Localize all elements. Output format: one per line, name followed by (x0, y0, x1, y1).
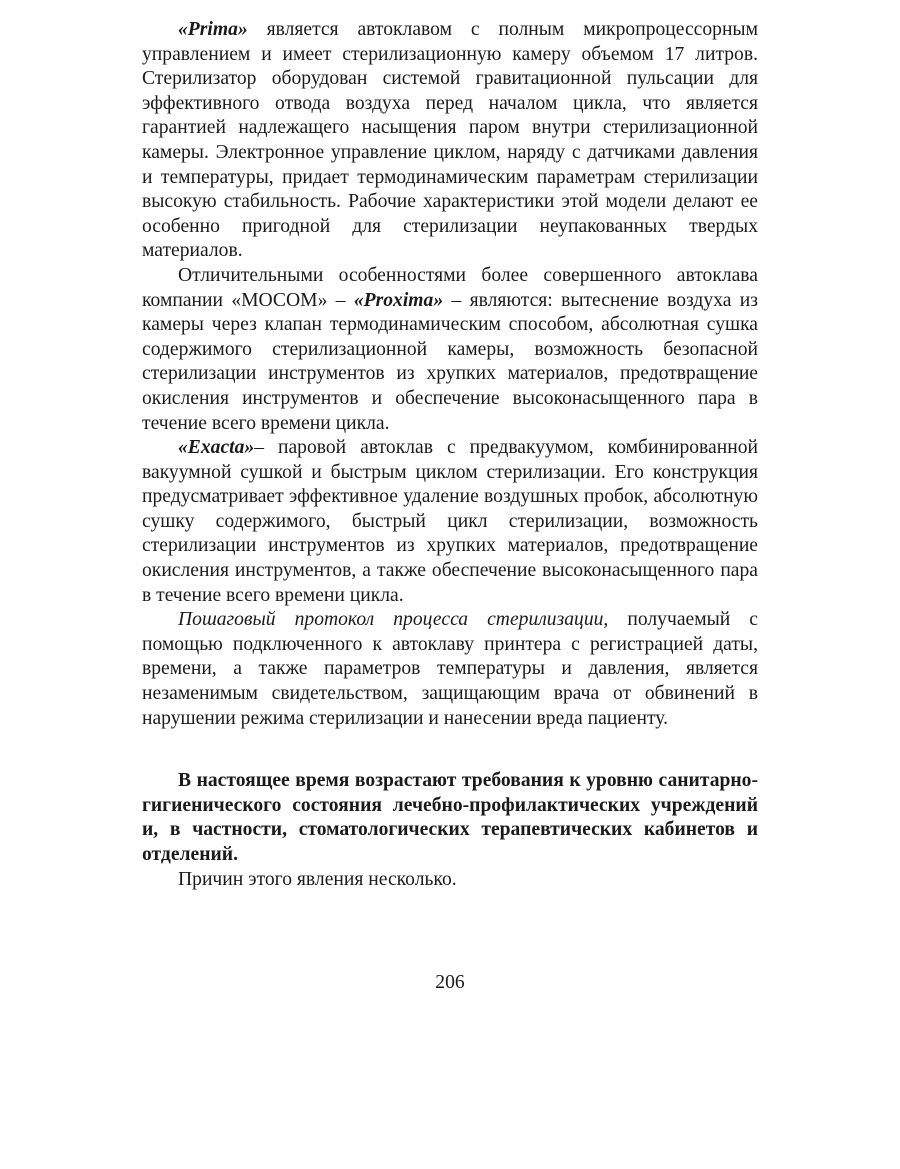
paragraph-prima (142, 18, 758, 264)
paragraph-protocol-text: получаемый с помощью подключенного к автоклаву принтера с регистрацией даты, времени, а также параметров температуры и давления, является незаменимым свидетельством, защищающим врача от обвинений в нарушении режима стерилизации и нанесении вреда пациенту. (142, 609, 759, 729)
paragraph-proxima-lead: Отличительными особенностями более совершенного автоклава компании «МОСОМ» – (142, 264, 758, 311)
protocol-italic-lead: Пошаговый протокол процесса стерилизации, (178, 609, 609, 631)
product-name-prima: «Prima» (178, 19, 248, 40)
page-number: 206 (435, 972, 465, 993)
closing-line: Причин этого явления несколько. (178, 868, 457, 890)
paragraph-prima-text: является автоклавом с полным микропроцессорным управлением и имеет стерилизационную камеру объемом 17 литров. Стерилизатор оборудован системой гравитационной пульсации для эффективного отвода воздуха перед началом цикла, что является гарантией надлежащего насыщения паром внутри стерилизационной камеры. Электронное управление циклом, наряду с датчиками давления и температуры, придает термодинамическим параметрам стерилизации высокую стабильность. Рабочие характеристики этой модели делают ее особенно пригодной для стерилизации неупакованных твердых материалов. (142, 19, 758, 262)
document-page (142, 18, 758, 892)
product-name-exacta: «Exacta» (178, 437, 255, 459)
product-name-proxima: «Proxima» (353, 289, 444, 311)
section-heading: В настоящее время возрастают требования к уровню санитарно-гигиенического состояния лечебно-профилактических учреждений и, в частности, стоматологических терапевтических кабинетов и отделений. (142, 770, 758, 865)
paragraph-proxima (142, 264, 758, 436)
paragraph-exacta (142, 436, 758, 608)
paragraph-exacta-text: – паровой автоклав с предвакуумом, комбинированной вакуумной сушкой и быстрым циклом стерилизации. Его конструкция предусматривает эффективное удаление воздушных пробок, абсолютную сушку содержимого, быстрый цикл стерилизации, возможность стерилизации инструментов из хрупких материалов, предотвращение окисления инструментов, а также обеспечение высоконасыщенного пара в течение всего времени цикла. (142, 437, 758, 606)
paragraph-proxima-text: – являются: вытеснение воздуха из камеры через клапан термодинамическим способом, абсолютная сушка содержимого стерилизационной камеры, возможность безопасной стерилизации инструментов из хрупких материалов, предотвращение окисления инструментов и обеспечение высоконасыщенного пара в течение всего времени цикла. (142, 289, 758, 434)
paragraph-protocol (142, 608, 758, 731)
